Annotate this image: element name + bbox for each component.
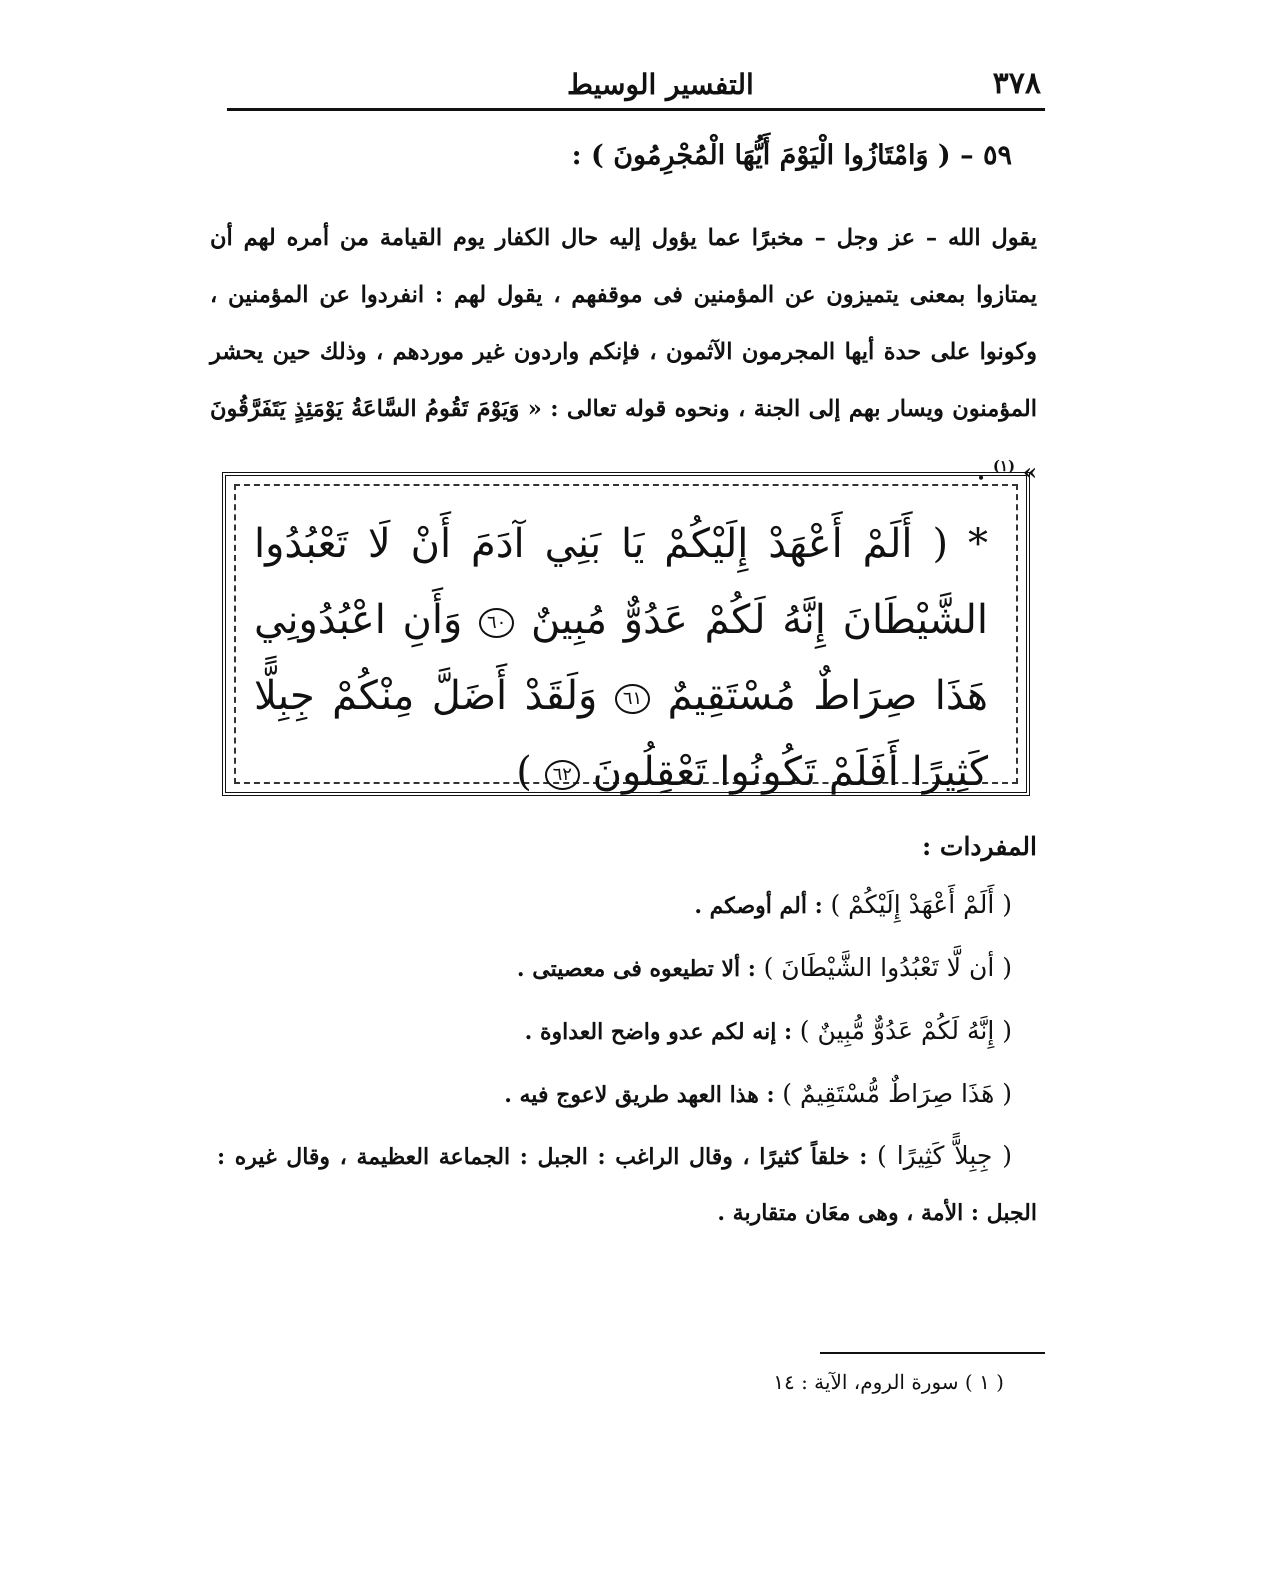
vocabulary-item [212,938,1012,1001]
verse-marker-star: * [968,521,988,567]
vocabulary-term: ( هَذَا صِرَاطٌ مُّسْتَقِيمٌ ) [782,1079,1012,1108]
page-number: ٣٧٨ [992,66,1041,101]
verse-part-1: ( أَلَمْ أَعْهَدْ إِلَيْكُمْ يَا بَنِي آدَمَ أَنْ لَا تَعْبُدُوا الشَّيْطَانَ إِنَّهُ لَكُمْ عَدُوٌّ مُبِينٌ [254,521,988,643]
quran-verse-text [254,506,988,810]
ayah-number-62: ٦٢ [545,760,580,790]
vocabulary-term: ( أن لَّا تَعْبُدُوا الشَّيْطَانَ ) [763,953,1012,982]
footnote: ( ١ ) سورة الروم، الآية : ١٤ [773,1370,1004,1394]
running-title: التفسير الوسيط [567,68,754,101]
vocabulary-meaning: : هذا العهد طريق لاعوج فيه . [504,1082,775,1108]
vocabulary-meaning: : ألا تطيعوه فى معصيتى . [516,956,756,982]
vocabulary-heading: المفردات : [921,832,1037,861]
verse-close-bracket: ) [516,749,532,795]
footnote-reference: (١) [992,457,1016,475]
vocabulary-meaning: : إنه لكم عدو واضح العداوة . [524,1019,793,1045]
footnote-divider [820,1352,1045,1354]
tafsir-text: يقول الله – عز وجل – مخبرًا عما يؤول إليه حال الكفار يوم القيامة من أمره لهم أن يمتازوا بمعنى يتميزون عن المؤمنين فى موقفهم ، يقول لهم : انفردوا عن المؤمنين ، وكونوا على حدة أيها المجرمون الآثمون ، فإنكم واردون غير موردهم ، وذلك حين يحشر المؤمنون ويسار بهم إلى الجنة ، ونحوه قوله تعالى : « وَيَوْمَ تَقُومُ السَّاعَةُ يَوْمَئِذٍ يَتَفَرَّقُونَ » [210,225,1037,486]
vocabulary-term: ( جِبِلاًّ كَثِيرًا ) [877,1141,1012,1170]
tafsir-paragraph [210,210,1037,502]
verse-heading: ٥٩ – ( وَامْتَازُوا الْيَوْمَ أَيُّهَا الْمُجْرِمُونَ ) : [571,140,1012,171]
vocabulary-meaning: : خلقاً كثيرًا ، وقال الراغب : الجبل : الجماعة العظيمة ، وقال غيره : الجبل : الأمة ، وهى معَان متقاربة . [217,1144,1037,1226]
verse-part-3: وَلَقَدْ أَضَلَّ مِنْكُمْ جِبِلًّا كَثِيرًا أَفَلَمْ تَكُونُوا تَعْقِلُونَ [254,673,988,795]
vocabulary-meaning: : ألم أوصكم . [694,893,823,919]
vocabulary-item [212,1001,1012,1064]
ayah-number-61: ٦١ [615,684,650,714]
vocabulary-item [212,875,1012,938]
verse-part-2: وَأَنِ اعْبُدُونِي هَذَا صِرَاطٌ مُسْتَقِيمٌ [254,597,989,719]
page-header [227,60,1045,111]
tafsir-period: . [977,459,985,486]
tafsir-body [210,210,1037,502]
vocabulary-list [212,875,1012,1127]
quran-verse-box [222,472,1030,796]
vocabulary-item-last [217,1128,1037,1241]
vocabulary-term: ( أَلَمْ أَعْهَدْ إِلَيْكُمْ ) [830,890,1012,919]
vocabulary-term: ( إِنَّهُ لَكُمْ عَدُوٌّ مُّبِينٌ ) [799,1016,1012,1045]
ayah-number-60: ٦٠ [479,608,514,638]
vocabulary-item [212,1064,1012,1127]
